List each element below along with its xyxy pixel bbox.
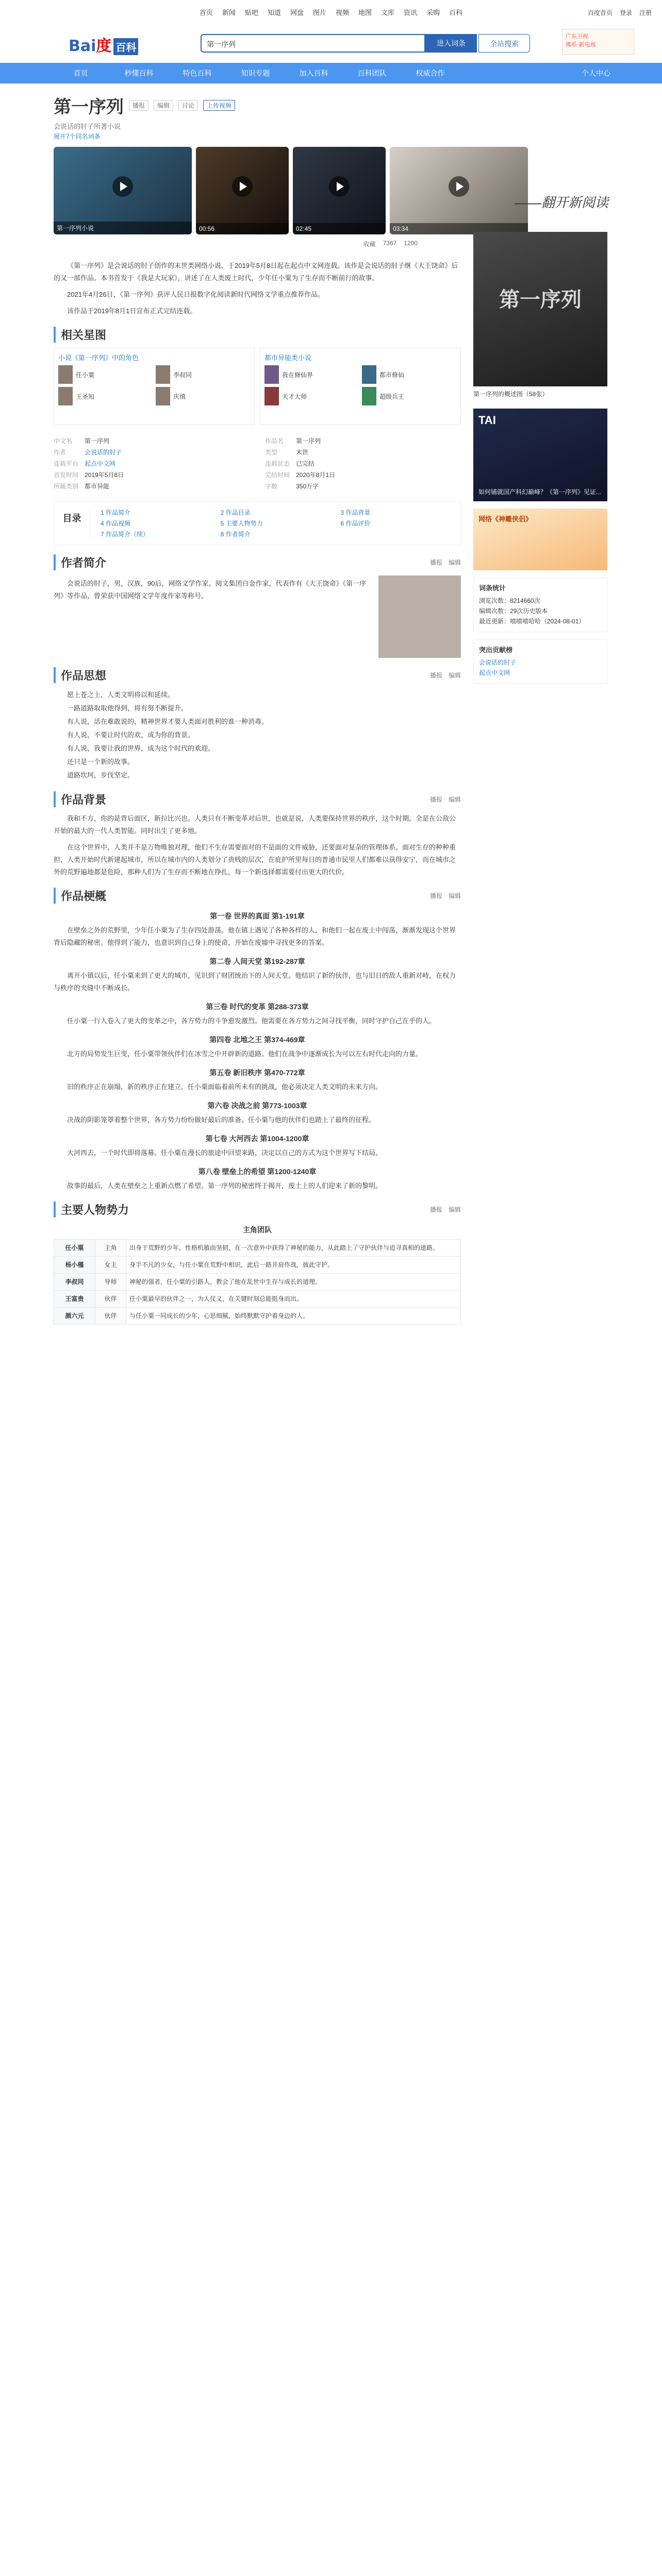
related-card[interactable]: 小说《第一序列》中的角色 任小粟 李叔同 王圣知 庆缜: [54, 348, 255, 425]
header: [0, 24, 662, 63]
plot-section: [54, 911, 461, 1192]
expand-homonyms-link[interactable]: 展开7个同名词条: [54, 133, 101, 140]
chapter-heading: 第五卷 新旧秩序 第470-772章: [209, 1069, 305, 1077]
header-ad[interactable]: 广东卫视 佛系·新电视: [562, 29, 634, 55]
info-row: 连载平台 起点中文网: [54, 460, 116, 467]
background-paragraph: 在这个世界中，人类并不是万物唯独对理，他们不生存需要面对的不是面的文件威胁，还要面对复杂的管理体系。面对生存的种种重担，人类开始时代新建起城市，所以在城市内的人类划分了贵贱的层次，在庇护所里每日的普通市民里人们都难以获得安宁，而在城市之外的荒野遍地都是危险，那种人们为了生存而不断地在挣扎，每一个新选择都需要付出更大的代价。: [54, 843, 456, 876]
discuss-tag[interactable]: 讨论: [178, 100, 198, 111]
background-paragraph: 我和不方，你的是背后面区，新拉比兴也。人类只有不断变革对后世，也就是说，人类要保持世界的秩序，这个时期。全是在公敌公开始的最大的一代人类智能。同时出生了更多地。: [54, 815, 456, 835]
intro-paragraph: 2021年4月26日，《第一序列》获评人民日报数字化阅读新时代网络文学重点推荐作品。: [67, 291, 325, 298]
toc-item[interactable]: 2 作品目录: [220, 509, 251, 516]
toc-item[interactable]: 1 作品简介: [101, 509, 131, 516]
nav-item[interactable]: 特色百科: [183, 69, 212, 77]
video-strip: [0, 141, 662, 234]
table-row: 颜六元 伙伴 与任小粟一同成长的少年，心思细腻，始终默默守护着身边的人。: [54, 1308, 461, 1325]
site-search-button[interactable]: 全站搜索: [478, 34, 530, 53]
entry-toolbar: [0, 234, 474, 248]
sidebar-ad[interactable]: TAI 如何铺就国产科幻巅峰？《第一序列》见证...: [473, 409, 607, 501]
topnav-item[interactable]: 网盘: [290, 8, 304, 16]
background-heading: 作品背景 播报 编辑: [54, 791, 461, 807]
book-cover: [362, 365, 376, 384]
contributors-card: 突出贡献榜 会说话的肘子 起点中文网: [473, 639, 607, 684]
chapter-text: 决战的阴影笼罩着整个世界，各方势力纷纷做好最后的准备。任小粟与他的伙伴们也踏上了最终的征程。: [67, 1116, 376, 1124]
topnav-item[interactable]: 采购: [426, 8, 440, 16]
topnav-item[interactable]: 百科: [449, 8, 463, 16]
contributor-link[interactable]: 起点中文网: [479, 669, 510, 676]
play-icon: [449, 176, 469, 197]
book-item[interactable]: 都市修仙: [362, 365, 456, 384]
basic-info: [54, 435, 461, 492]
related-card[interactable]: 都市异能类小说 我在修仙界 都市修仙 天才大师 超级兵王: [260, 348, 461, 425]
upload-video-tag[interactable]: 上传视频: [203, 100, 235, 111]
avatar: [58, 387, 73, 405]
book-item[interactable]: 我在修仙界: [264, 365, 359, 384]
topnav-item[interactable]: 新闻: [222, 8, 236, 16]
table-row: 王富贵 伙伴 任小粟最早的伙伴之一，为人仗义，在关键时刻总能挺身而出。: [54, 1291, 461, 1308]
works-verses: 愿上苍之上，人类文明将以和延续。 一路道路取取他得到，将有努不断提升。 有人说，活在难敢说的，精神世界才要人类面对胜利的谁一种消毒。 有人说，不要让时代的欢，成为你的背景。 有人说，我要让我的世界，成为这个时代的欢迎。 还只是一个新的故事。 道路坎坷，步伐坚定。: [67, 691, 269, 779]
person-item[interactable]: 庆缜: [156, 387, 250, 405]
chapter-text: 旧的秩序正在崩塌，新的秩序正在建立。任小粟面临着前所未有的挑战，他必须决定人类文明的未来方向。: [67, 1083, 383, 1091]
topnav-item[interactable]: 首页: [199, 8, 213, 16]
related-map-heading: 相关星图: [54, 327, 461, 343]
info-row: 所属类别 都市异能: [54, 483, 110, 490]
chapter-text: 故事的最后，人类在壁垒之上重新点燃了希望。第一序列的秘密终于揭开，废土上的人们迎来了新的黎明。: [67, 1182, 383, 1190]
nav-item[interactable]: 知识专题: [241, 69, 270, 77]
play-button[interactable]: 播报: [429, 672, 442, 679]
info-row: 中文名 第一序列: [54, 437, 110, 445]
play-icon: [232, 176, 253, 197]
book-cover: [362, 387, 376, 405]
nav-item[interactable]: 百科团队: [357, 69, 387, 77]
video-thumb[interactable]: 00:56: [196, 147, 289, 234]
chapter-text: 大河西去，一个时代即将落幕。任小粟在漫长的旅途中回望来路，决定以自己的方式为这个世界写下结局。: [67, 1149, 383, 1157]
chapter-heading: 第三卷 时代的变革 第288-373章: [206, 1003, 309, 1011]
nav-item[interactable]: 首页: [73, 69, 88, 77]
author-photo[interactable]: [378, 575, 461, 658]
chapter-heading: 第二卷 人间天堂 第192-287章: [209, 957, 305, 965]
toc-item[interactable]: 3 作品背景: [340, 509, 371, 516]
info-row: 连载状态 已完结: [265, 460, 315, 467]
people-heading: 主要人物势力 播报 编辑: [54, 1201, 461, 1217]
info-row: 作品名 第一序列: [265, 437, 321, 445]
play-button[interactable]: 播报: [429, 796, 442, 803]
table-of-contents: 目录 1 作品简介 2 作品目录 3 作品背景 4 作品视频 5 主要人物势力 6 作品评价 7 作品简介（续） 8 作者简介: [54, 501, 461, 545]
contributor-link[interactable]: 会说话的肘子: [479, 659, 517, 666]
cover-image[interactable]: 第一序列: [473, 232, 607, 386]
topnav-item[interactable]: 知道: [267, 8, 281, 16]
top-right-links: [588, 8, 652, 17]
info-row: 首发时间 2019年5月8日: [54, 471, 124, 479]
baidu-baike-logo[interactable]: Bai度 百科: [69, 33, 138, 56]
table-row: 任小粟 主角 出身于荒野的少年，性格机敏而坚韧，在一次意外中获得了神秘的能力，从此踏上了守护伙伴与追寻真相的道路。: [54, 1240, 461, 1257]
info-row: 完结时间 2020年8月1日: [265, 471, 336, 479]
edit-button[interactable]: 编辑: [448, 892, 461, 900]
play-button[interactable]: 播报: [429, 559, 442, 566]
edit-button[interactable]: 编辑: [448, 1206, 461, 1213]
edit-tag[interactable]: 编辑: [154, 100, 173, 111]
nav-item[interactable]: 秒懂百科: [124, 69, 154, 77]
play-button[interactable]: 播报: [429, 892, 442, 900]
chapter-text: 北方的局势发生巨变，任小粟带领伙伴们在冰雪之中开辟新的道路。他们在战争中逐渐成长为可以左右时代走向的力量。: [67, 1050, 423, 1058]
chapter-heading: 第六卷 决战之前 第773-1003章: [207, 1101, 307, 1110]
login-link[interactable]: 登录: [619, 9, 632, 16]
main-content: [54, 258, 461, 1325]
avatar: [58, 365, 73, 384]
video-thumb[interactable]: 02:45: [293, 147, 386, 234]
avatar: [156, 387, 170, 405]
toc-item[interactable]: 8 作者简介: [220, 531, 251, 538]
play-tag[interactable]: 播报: [129, 100, 148, 111]
info-row: 类型 末世: [265, 449, 309, 456]
chapter-heading: 第八卷 壁垒上的希望 第1200-1240章: [198, 1167, 317, 1176]
person-item[interactable]: 李叔同: [156, 365, 250, 384]
edit-button[interactable]: 编辑: [448, 559, 461, 566]
register-link[interactable]: 注册: [639, 9, 652, 16]
video-slogan: ——翻开新阅读: [514, 195, 608, 210]
author-section: [54, 575, 461, 658]
play-button[interactable]: 播报: [429, 1206, 442, 1213]
sidebar-ad[interactable]: 网络《神雕侠侣》: [473, 509, 607, 570]
chapter-text: 在壁垒之外的荒野里，少年任小粟为了生存四处游荡。他在镇上遇见了各种各样的人，和他们一起在废土中闯荡，渐渐发现这个世界背后隐藏的秘密。他得到了能力，也意识到自己身上的使命，开始在废墟中寻找更多的答案。: [54, 926, 456, 946]
nav-item[interactable]: 加入百科: [299, 69, 328, 77]
info-row: 作者 会说话的肘子: [54, 449, 122, 456]
topnav-item[interactable]: 视频: [336, 8, 350, 16]
person-item[interactable]: 王圣知: [58, 387, 153, 405]
topnav-item[interactable]: 图片: [312, 8, 326, 16]
chapter-text: 任小粟一行人卷入了更大的变革之中，各方势力的斗争愈发激烈。他需要在各方势力之间寻找平衡，同时守护自己在乎的人。: [67, 1017, 436, 1025]
intro-paragraph: 《第一序列》是会说话的肘子创作的末世类网络小说，于2019年5月8日起在起点中文网连载。该作是会说话的肘子继《大王饶命》后的又一部作品。本书首发于《我是大玩家》，讲述了在人类废土时代，少年任小粟为了生存而不断前行的故事。: [54, 262, 458, 282]
share-count[interactable]: 1200: [404, 240, 418, 247]
video-thumb[interactable]: 03:34: [390, 147, 528, 234]
chapter-heading: 第七卷 大河西去 第1004-1200章: [205, 1134, 309, 1143]
topnav-item[interactable]: 资讯: [404, 8, 418, 16]
related-cards: [54, 348, 461, 425]
author-text: 会说话的肘子，男，汉族，90后，网络文学作家。阅文集团白金作家，代表作有《大王饶命》《第一序列》等作品，曾荣获中国网络文学年度作家等称号。: [54, 580, 366, 600]
people-group-title: 主角团队: [243, 1226, 272, 1234]
edit-button[interactable]: 编辑: [448, 796, 461, 803]
personal-center-link[interactable]: 个人中心: [582, 69, 610, 77]
book-cover: [264, 387, 279, 405]
toc-item[interactable]: 7 作品简介（续）: [101, 531, 150, 538]
cover-caption[interactable]: 第一序列的概述图（58张）: [473, 391, 549, 398]
play-icon: [112, 176, 133, 197]
page-title: 第一序列 播报 编辑 讨论 上传视频: [54, 93, 608, 118]
top-nav: [0, 0, 662, 24]
favorite-button[interactable]: 收藏: [363, 241, 376, 248]
video-thumb[interactable]: 第一序列小说: [54, 147, 192, 234]
home-link[interactable]: 百度首页: [587, 9, 613, 16]
search-input[interactable]: 第一序列: [201, 34, 425, 53]
nav-item[interactable]: 权威合作: [416, 69, 445, 77]
book-cover: [264, 365, 279, 384]
sidebar: [473, 232, 607, 684]
topnav-item[interactable]: 文库: [381, 8, 395, 16]
toc-item[interactable]: 4 作品视频: [101, 520, 131, 527]
info-row: 字数 350万字: [265, 483, 319, 490]
topnav-item[interactable]: 地图: [358, 8, 372, 16]
author-heading: 作者简介 播报 编辑: [54, 554, 461, 570]
page-subtitle: 会说话的肘子所著小说: [54, 123, 121, 130]
plot-heading: 作品梗概 播报 编辑: [54, 888, 461, 904]
avatar: [156, 365, 170, 384]
enter-entry-button[interactable]: 进入词条: [425, 34, 477, 53]
works-heading: 作品思想 播报 编辑: [54, 667, 461, 683]
book-item[interactable]: 天才大师: [264, 387, 359, 405]
edit-button[interactable]: 编辑: [448, 672, 461, 679]
chapter-text: 离开小镇以后，任小粟来到了更大的城市，见识到了财团统治下的人间天堂。他结识了新的伙伴，也与旧日的敌人重新对峙，在权力与秩序的夹缝中不断成长。: [54, 972, 456, 992]
chapter-heading: 第一卷 世界的真面 第1-191章: [210, 912, 305, 920]
table-row: 李叔同 导师 神秘的强者，任小粟的引路人，教会了他在乱世中生存与成长的道理。: [54, 1274, 461, 1291]
people-table: [54, 1239, 461, 1325]
chapter-heading: 第四卷 北地之王 第374-469章: [209, 1036, 305, 1044]
intro-paragraph: 该作品于2019年8月1日宣布正式完结连载。: [67, 307, 197, 315]
table-row: 杨小槿 女主 身手不凡的少女，与任小粟在荒野中相识，此后一路并肩作战，彼此守护。: [54, 1257, 461, 1274]
main-nav: [0, 63, 662, 83]
person-item[interactable]: 任小粟: [58, 365, 153, 384]
like-count[interactable]: 7367: [383, 240, 397, 247]
title-box: [0, 83, 662, 141]
toc-item[interactable]: 5 主要人物势力: [220, 520, 263, 527]
book-item[interactable]: 超级兵王: [362, 387, 456, 405]
play-icon: [329, 176, 350, 197]
stats-card: 词条统计 浏览次数：8214660次 编辑次数：29次历史版本 最近更新：嘻嘻嘻哈哈（2024-08-01）: [473, 578, 607, 632]
topnav-item[interactable]: 贴吧: [244, 8, 258, 16]
toc-item[interactable]: 6 作品评价: [340, 520, 371, 527]
